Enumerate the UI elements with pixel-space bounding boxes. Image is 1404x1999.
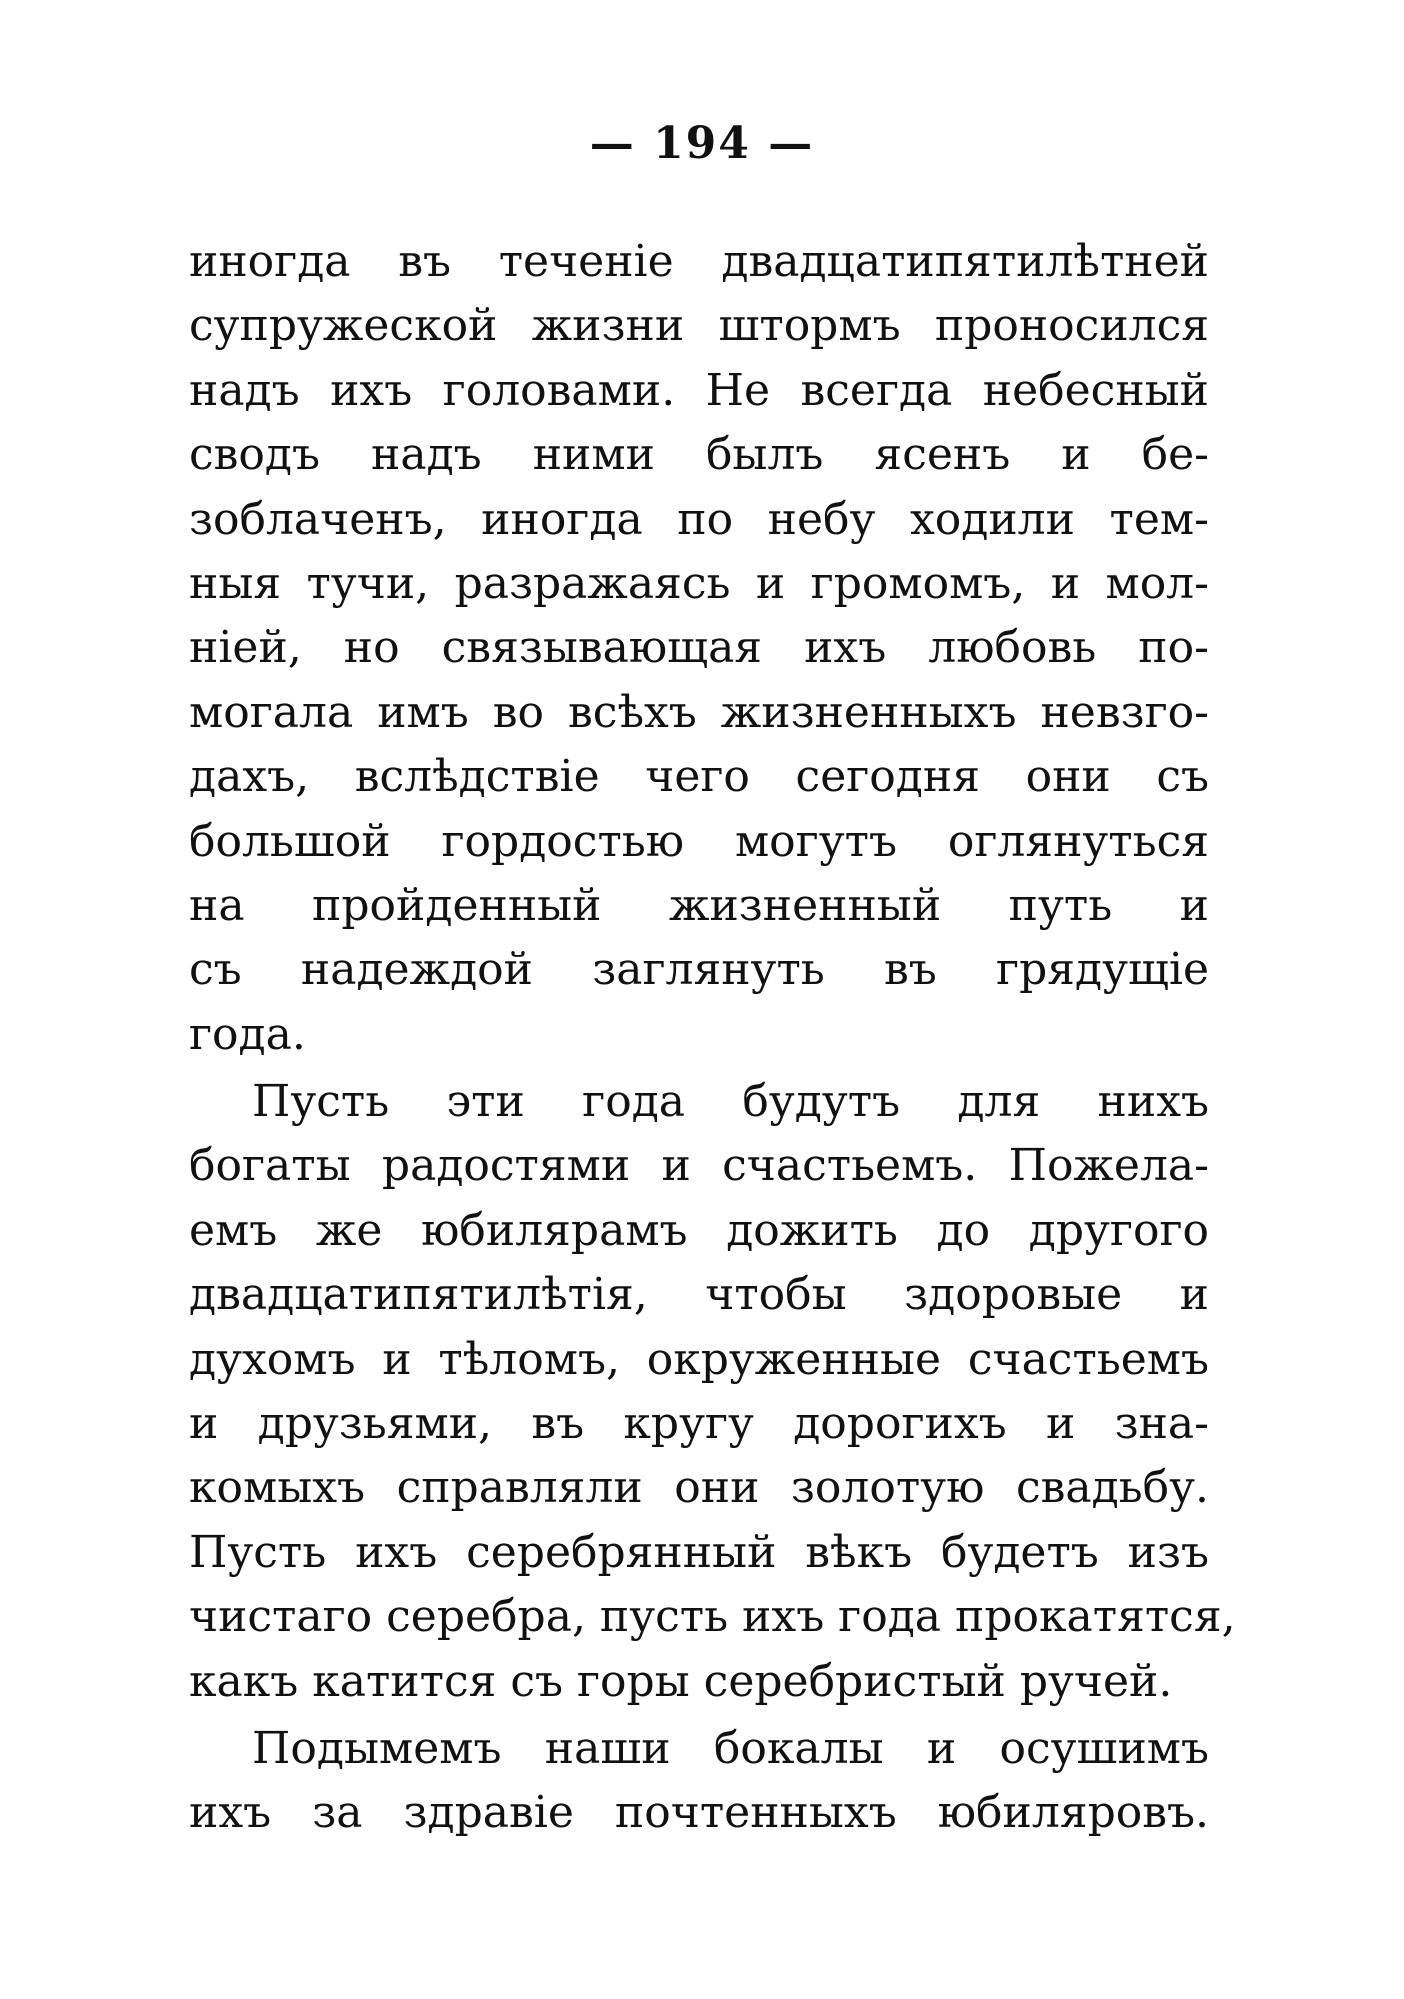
text-line: надъ ихъ головами. Не всегда небесный: [189, 364, 1209, 416]
text-line: духомъ и тѣломъ, окруженные счастьемъ: [189, 1333, 1209, 1385]
paragraph-1: [189, 230, 1209, 1067]
text-line: могала имъ во всѣхъ жизненныхъ невзго-: [189, 686, 1209, 738]
text-line: дахъ, вслѣдствіе чего сегодня они съ: [189, 751, 1209, 803]
paragraph-3: [189, 1717, 1209, 1846]
text-line: ихъ за здравіе почтенныхъ юбиляровъ.: [189, 1787, 1209, 1839]
text-line: ныя тучи, разражаясь и громомъ, и мол-: [189, 557, 1209, 609]
paragraph-2: [189, 1070, 1236, 1714]
text-line: какъ катится съ горы серебристый ручей.: [189, 1655, 1173, 1707]
text-line: емъ же юбилярамъ дожить до другого: [189, 1204, 1209, 1256]
text-line: богаты радостями и счастьемъ. Пожела-: [189, 1140, 1209, 1192]
text-line: ніей, но связывающая ихъ любовь по-: [189, 622, 1209, 674]
text-line: чистаго серебра, пусть ихъ года прокатятся,: [189, 1591, 1236, 1643]
text-line: большой гордостью могутъ оглянуться: [189, 815, 1209, 867]
text-line: зоблаченъ, иногда по небу ходили тем-: [189, 493, 1209, 545]
body-text: [189, 230, 1236, 1846]
text-line: иногда въ теченіе двадцатипятилѣтней: [189, 236, 1209, 287]
text-line: и друзьями, въ кругу дорогихъ и зна-: [189, 1398, 1209, 1450]
text-line: супружеской жизни штормъ проносился: [189, 300, 1209, 352]
text-line: Подымемъ наши бокалы и осушимъ: [252, 1722, 1209, 1774]
text-line: Пусть ихъ серебрянный вѣкъ будетъ изъ: [189, 1526, 1209, 1578]
text-line: года.: [189, 1008, 306, 1060]
text-line: на пройденный жизненный путь и: [189, 879, 1209, 931]
text-line: съ надеждой заглянуть въ грядущіе: [189, 944, 1209, 996]
text-line: сводъ надъ ними былъ ясенъ и бе-: [189, 429, 1209, 481]
text-line: комыхъ справляли они золотую свадьбу.: [189, 1462, 1209, 1514]
page-number: — 194 —: [589, 118, 815, 169]
text-line: Пусть эти года будутъ для нихъ: [252, 1076, 1209, 1128]
text-line: двадцатипятилѣтія, чтобы здоровые и: [189, 1269, 1209, 1321]
